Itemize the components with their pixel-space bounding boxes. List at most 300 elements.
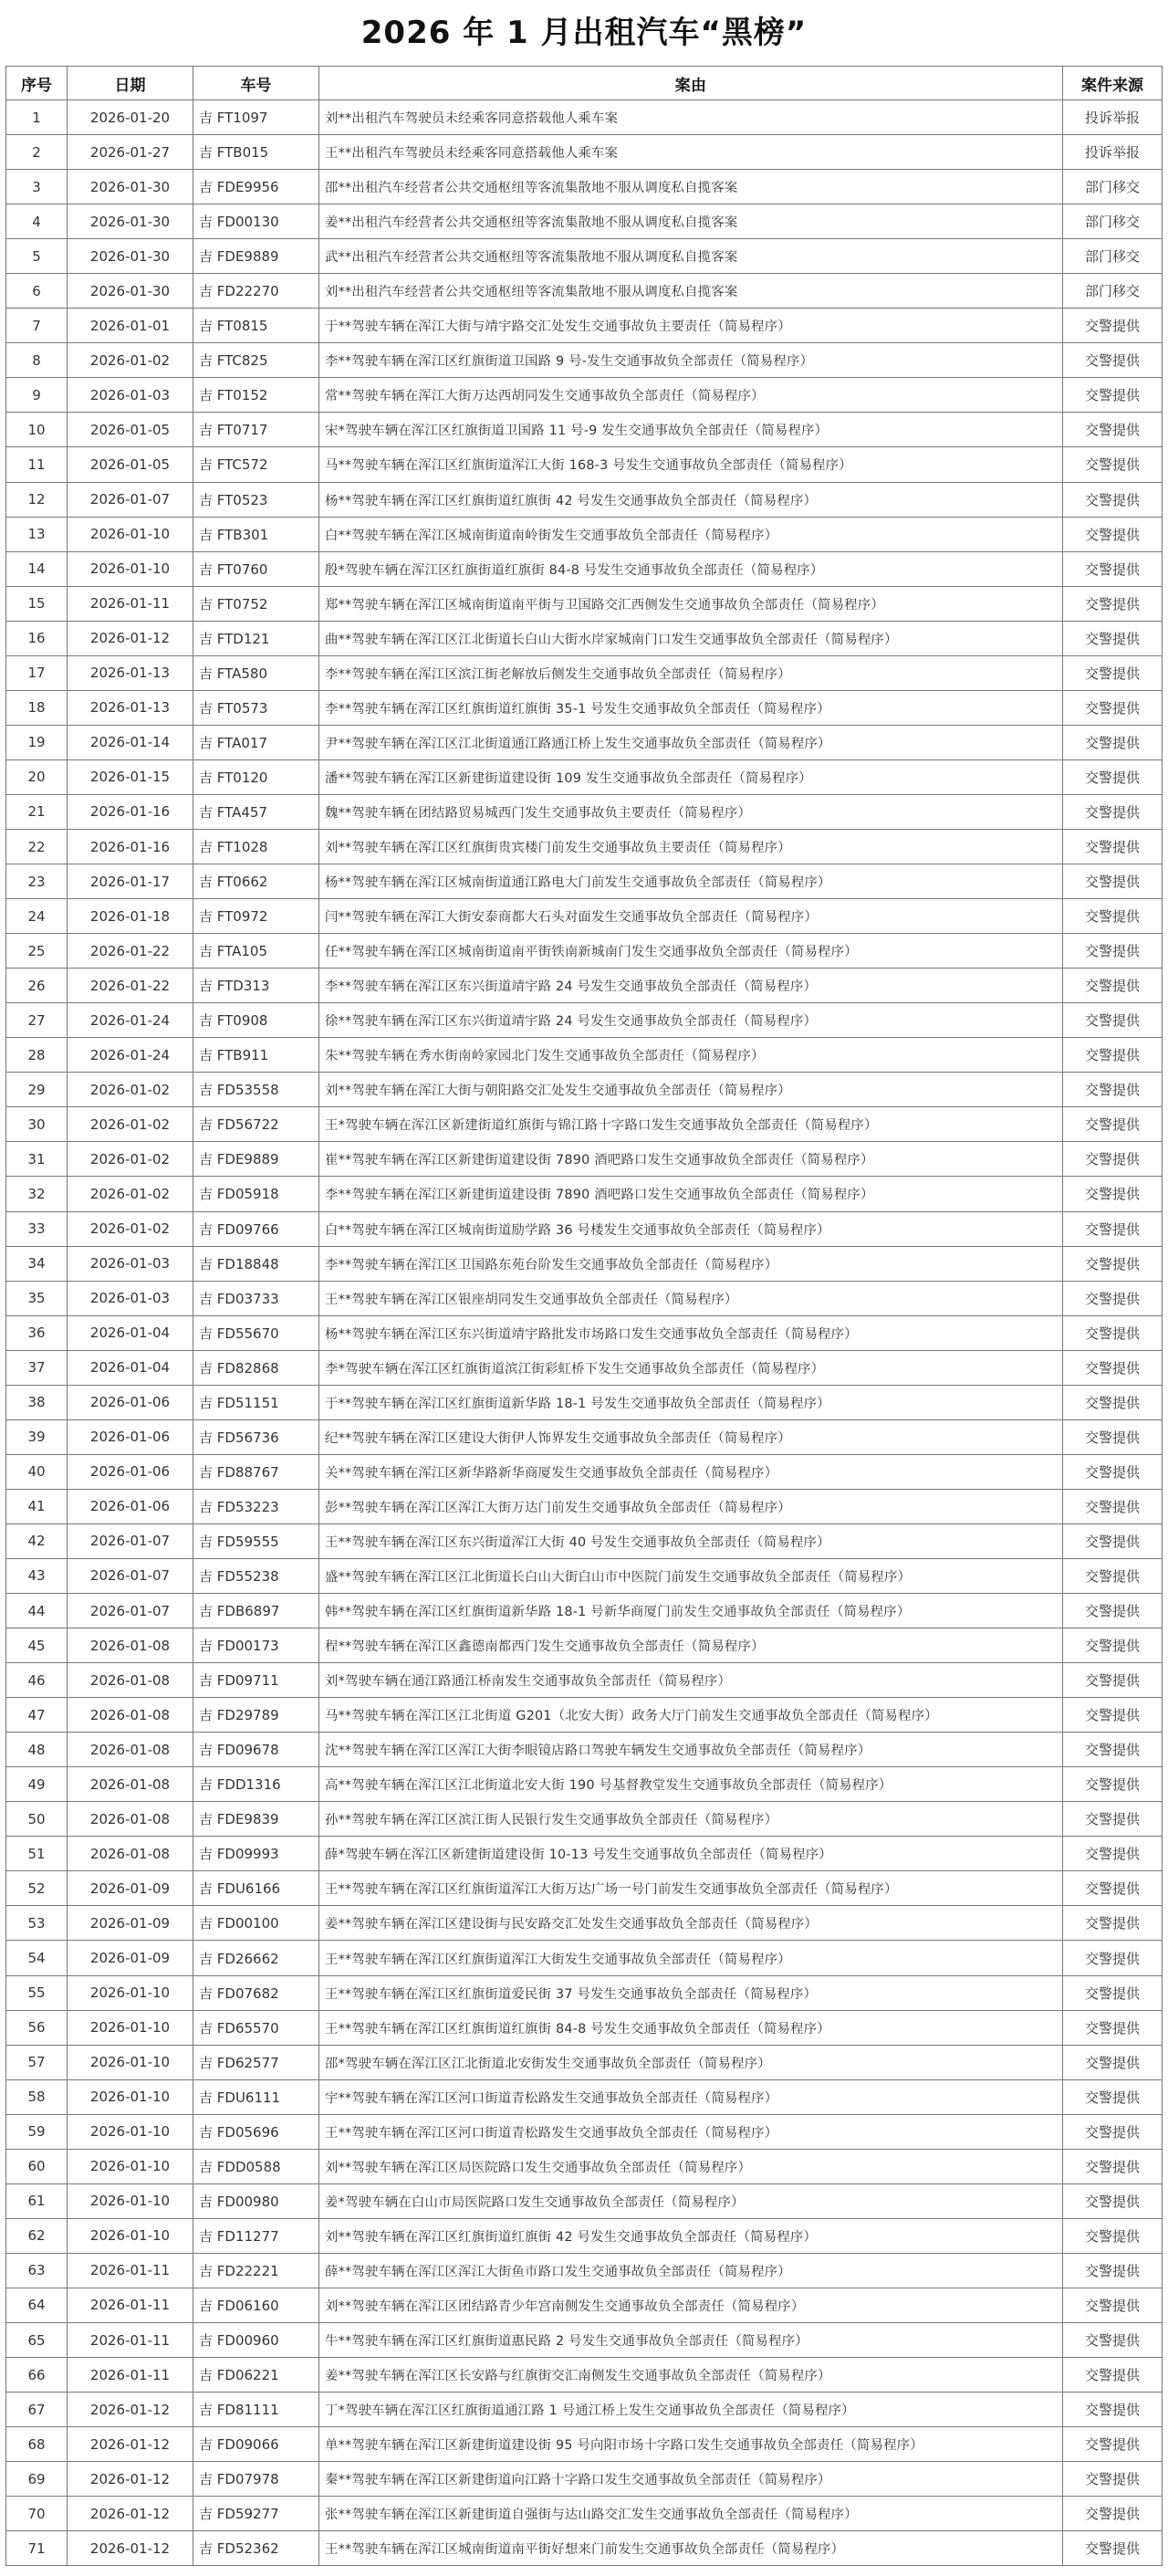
cell-source: 交警提供 bbox=[1063, 1454, 1163, 1489]
cell-plate: 吉 FTB911 bbox=[193, 1038, 319, 1073]
cell-plate: 吉 FD09993 bbox=[193, 1837, 319, 1871]
cell-index: 69 bbox=[6, 2462, 68, 2497]
cell-index: 68 bbox=[6, 2427, 68, 2462]
table-row bbox=[6, 2427, 1163, 2462]
cell-index: 1 bbox=[6, 100, 68, 135]
table-row bbox=[6, 413, 1163, 447]
cell-date: 2026-01-13 bbox=[68, 690, 193, 725]
cell-reason: 白**驾驶车辆在浑江区城南街道南岭街发生交通事故负全部责任（简易程序） bbox=[319, 517, 1063, 551]
cell-plate: 吉 FD11277 bbox=[193, 2218, 319, 2253]
cell-reason: 王**驾驶车辆在浑江区红旗街道浑江大街发生交通事故负全部责任（简易程序） bbox=[319, 1941, 1063, 1975]
table-row bbox=[6, 829, 1163, 864]
cell-plate: 吉 FD62577 bbox=[193, 2045, 319, 2079]
cell-date: 2026-01-06 bbox=[68, 1419, 193, 1454]
cell-source: 部门移交 bbox=[1063, 204, 1163, 239]
cell-source: 交警提供 bbox=[1063, 1211, 1163, 1246]
cell-date: 2026-01-01 bbox=[68, 309, 193, 343]
cell-plate: 吉 FTD313 bbox=[193, 969, 319, 1003]
cell-reason: 姜*驾驶车辆在白山市局医院路口发生交通事故负全部责任（简易程序） bbox=[319, 2183, 1063, 2218]
cell-index: 35 bbox=[6, 1281, 68, 1315]
cell-date: 2026-01-04 bbox=[68, 1315, 193, 1350]
table-row bbox=[6, 1073, 1163, 1107]
cell-source: 交警提供 bbox=[1063, 1906, 1163, 1941]
cell-reason: 魏**驾驶车辆在团结路贸易城西门发生交通事故负主要责任（简易程序） bbox=[319, 794, 1063, 829]
cell-reason: 韩**驾驶车辆在浑江区红旗街道新华路 18-1 号新华商厦门前发生交通事故负全部责任（简易程序） bbox=[319, 1594, 1063, 1628]
cell-reason: 邵*驾驶车辆在浑江区江北街道北安街发生交通事故负全部责任（简易程序） bbox=[319, 2045, 1063, 2079]
cell-date: 2026-01-30 bbox=[68, 274, 193, 309]
cell-plate: 吉 FDE9956 bbox=[193, 170, 319, 204]
table-row bbox=[6, 100, 1163, 135]
table-row bbox=[6, 1871, 1163, 1906]
cell-date: 2026-01-05 bbox=[68, 447, 193, 482]
cell-source: 交警提供 bbox=[1063, 1489, 1163, 1524]
cell-reason: 闫**驾驶车辆在浑江大街安泰商都大石头对面发生交通事故负全部责任（简易程序） bbox=[319, 899, 1063, 934]
cell-index: 43 bbox=[6, 1558, 68, 1593]
table-row bbox=[6, 2114, 1163, 2149]
cell-reason: 武**出租汽车经营者公共交通枢纽等客流集散地不服从调度私自揽客案 bbox=[319, 239, 1063, 274]
cell-reason: 刘**驾驶车辆在浑江大街与朝阳路交汇处发生交通事故负全部责任（简易程序） bbox=[319, 1073, 1063, 1107]
cell-source: 交警提供 bbox=[1063, 1698, 1163, 1733]
cell-date: 2026-01-08 bbox=[68, 1698, 193, 1733]
cell-index: 27 bbox=[6, 1003, 68, 1038]
cell-date: 2026-01-22 bbox=[68, 934, 193, 969]
table-row bbox=[6, 551, 1163, 586]
cell-date: 2026-01-11 bbox=[68, 2323, 193, 2358]
table-row bbox=[6, 690, 1163, 725]
table-row bbox=[6, 1038, 1163, 1073]
table-row bbox=[6, 1698, 1163, 1733]
cell-plate: 吉 FD65570 bbox=[193, 2010, 319, 2045]
cell-index: 57 bbox=[6, 2045, 68, 2079]
cell-index: 26 bbox=[6, 969, 68, 1003]
cell-source: 交警提供 bbox=[1063, 1837, 1163, 1871]
cell-reason: 薛**驾驶车辆在浑江区浑江大街鱼市路口发生交通事故负全部责任（简易程序） bbox=[319, 2253, 1063, 2288]
cell-index: 16 bbox=[6, 621, 68, 655]
cell-source: 交警提供 bbox=[1063, 1073, 1163, 1107]
cell-plate: 吉 FD81111 bbox=[193, 2393, 319, 2427]
cell-source: 部门移交 bbox=[1063, 170, 1163, 204]
table-row bbox=[6, 2218, 1163, 2253]
table-row bbox=[6, 1524, 1163, 1558]
table-row bbox=[6, 170, 1163, 204]
cell-reason: 秦**驾驶车辆在浑江区新建街道向江路十字路口发生交通事故负全部责任（简易程序） bbox=[319, 2462, 1063, 2497]
cell-date: 2026-01-24 bbox=[68, 1003, 193, 1038]
cell-index: 15 bbox=[6, 586, 68, 621]
cell-plate: 吉 FD07682 bbox=[193, 1975, 319, 2010]
table-row bbox=[6, 1767, 1163, 1802]
cell-index: 13 bbox=[6, 517, 68, 551]
cell-reason: 李**驾驶车辆在浑江区新建街道建设街 7890 酒吧路口发生交通事故负全部责任（简易程序） bbox=[319, 1177, 1063, 1211]
table-row bbox=[6, 2045, 1163, 2079]
cell-source: 交警提供 bbox=[1063, 551, 1163, 586]
cell-plate: 吉 FTD121 bbox=[193, 621, 319, 655]
cell-date: 2026-01-02 bbox=[68, 1107, 193, 1142]
cell-index: 25 bbox=[6, 934, 68, 969]
cell-source: 交警提供 bbox=[1063, 378, 1163, 413]
cell-index: 30 bbox=[6, 1107, 68, 1142]
cell-reason: 沈**驾驶车辆在浑江区浑江大街李眼镜店路口驾驶车辆发生交通事故负全部责任（简易程序） bbox=[319, 1733, 1063, 1767]
cell-plate: 吉 FD22221 bbox=[193, 2253, 319, 2288]
cell-reason: 李**驾驶车辆在浑江区红旗街道红旗街 35-1 号发生交通事故负全部责任（简易程序） bbox=[319, 690, 1063, 725]
cell-date: 2026-01-10 bbox=[68, 551, 193, 586]
cell-reason: 纪**驾驶车辆在浑江区建设大街伊人饰界发生交通事故负全部责任（简易程序） bbox=[319, 1419, 1063, 1454]
cell-source: 交警提供 bbox=[1063, 969, 1163, 1003]
cell-source: 交警提供 bbox=[1063, 1558, 1163, 1593]
cell-source: 交警提供 bbox=[1063, 1802, 1163, 1837]
table-row bbox=[6, 1454, 1163, 1489]
cell-plate: 吉 FD00100 bbox=[193, 1906, 319, 1941]
cell-date: 2026-01-12 bbox=[68, 2393, 193, 2427]
cell-index: 23 bbox=[6, 864, 68, 899]
table-row bbox=[6, 934, 1163, 969]
cell-index: 54 bbox=[6, 1941, 68, 1975]
blacklist-table bbox=[5, 66, 1163, 2566]
cell-source: 交警提供 bbox=[1063, 2323, 1163, 2358]
cell-reason: 王**驾驶车辆在浑江区银座胡同发生交通事故负全部责任（简易程序） bbox=[319, 1281, 1063, 1315]
cell-date: 2026-01-15 bbox=[68, 759, 193, 794]
cell-date: 2026-01-04 bbox=[68, 1350, 193, 1385]
cell-date: 2026-01-12 bbox=[68, 2497, 193, 2531]
cell-reason: 刘*驾驶车辆在通江路通江桥南发生交通事故负全部责任（简易程序） bbox=[319, 1663, 1063, 1698]
cell-index: 42 bbox=[6, 1524, 68, 1558]
cell-plate: 吉 FT0662 bbox=[193, 864, 319, 899]
cell-index: 18 bbox=[6, 690, 68, 725]
cell-source: 交警提供 bbox=[1063, 1177, 1163, 1211]
table-row bbox=[6, 899, 1163, 934]
cell-date: 2026-01-16 bbox=[68, 794, 193, 829]
cell-reason: 崔**驾驶车辆在浑江区新建街道建设街 7890 酒吧路口发生交通事故负全部责任（简易程序） bbox=[319, 1142, 1063, 1177]
cell-reason: 刘**出租汽车经营者公共交通枢纽等客流集散地不服从调度私自揽客案 bbox=[319, 274, 1063, 309]
table-row bbox=[6, 655, 1163, 690]
cell-index: 22 bbox=[6, 829, 68, 864]
cell-source: 交警提供 bbox=[1063, 1315, 1163, 1350]
cell-source: 交警提供 bbox=[1063, 2218, 1163, 2253]
cell-index: 9 bbox=[6, 378, 68, 413]
cell-plate: 吉 FD88767 bbox=[193, 1454, 319, 1489]
cell-index: 6 bbox=[6, 274, 68, 309]
cell-plate: 吉 FD00960 bbox=[193, 2323, 319, 2358]
cell-date: 2026-01-07 bbox=[68, 1594, 193, 1628]
cell-date: 2026-01-02 bbox=[68, 1177, 193, 1211]
cell-index: 70 bbox=[6, 2497, 68, 2531]
cell-date: 2026-01-03 bbox=[68, 378, 193, 413]
header-index: 序号 bbox=[6, 67, 68, 100]
cell-plate: 吉 FD26662 bbox=[193, 1941, 319, 1975]
cell-plate: 吉 FTC825 bbox=[193, 343, 319, 378]
cell-index: 56 bbox=[6, 2010, 68, 2045]
cell-date: 2026-01-11 bbox=[68, 2358, 193, 2393]
cell-reason: 李*驾驶车辆在浑江区红旗街道滨江街彩虹桥下发生交通事故负全部责任（简易程序） bbox=[319, 1350, 1063, 1385]
cell-date: 2026-01-10 bbox=[68, 2010, 193, 2045]
cell-plate: 吉 FD05696 bbox=[193, 2114, 319, 2149]
table-row bbox=[6, 343, 1163, 378]
table-row bbox=[6, 1837, 1163, 1871]
cell-source: 交警提供 bbox=[1063, 413, 1163, 447]
cell-plate: 吉 FD52362 bbox=[193, 2531, 319, 2566]
table-row bbox=[6, 1975, 1163, 2010]
cell-index: 37 bbox=[6, 1350, 68, 1385]
cell-source: 交警提供 bbox=[1063, 621, 1163, 655]
cell-source: 交警提供 bbox=[1063, 2462, 1163, 2497]
cell-reason: 殷*驾驶车辆在浑江区红旗街道红旗街 84-8 号发生交通事故负全部责任（简易程序） bbox=[319, 551, 1063, 586]
cell-date: 2026-01-03 bbox=[68, 1246, 193, 1281]
cell-plate: 吉 FTA457 bbox=[193, 794, 319, 829]
table-row bbox=[6, 2323, 1163, 2358]
cell-index: 31 bbox=[6, 1142, 68, 1177]
cell-date: 2026-01-06 bbox=[68, 1489, 193, 1524]
cell-source: 交警提供 bbox=[1063, 343, 1163, 378]
table-row bbox=[6, 621, 1163, 655]
table-row bbox=[6, 2497, 1163, 2531]
cell-date: 2026-01-18 bbox=[68, 899, 193, 934]
cell-plate: 吉 FTB301 bbox=[193, 517, 319, 551]
cell-source: 交警提供 bbox=[1063, 1628, 1163, 1663]
cell-plate: 吉 FDE9839 bbox=[193, 1802, 319, 1837]
table-row bbox=[6, 1107, 1163, 1142]
cell-index: 46 bbox=[6, 1663, 68, 1698]
cell-source: 交警提供 bbox=[1063, 2427, 1163, 2462]
cell-index: 14 bbox=[6, 551, 68, 586]
cell-plate: 吉 FD06160 bbox=[193, 2288, 319, 2322]
cell-reason: 单**驾驶车辆在浑江区新建街道建设街 95 号向阳市场十字路口发生交通事故负全部责任（简易程序） bbox=[319, 2427, 1063, 2462]
cell-source: 交警提供 bbox=[1063, 1419, 1163, 1454]
cell-reason: 常**驾驶车辆在浑江大街万达西胡同发生交通事故负全部责任（简易程序） bbox=[319, 378, 1063, 413]
header-reason: 案由 bbox=[319, 67, 1063, 100]
cell-source: 交警提供 bbox=[1063, 1594, 1163, 1628]
cell-date: 2026-01-10 bbox=[68, 2149, 193, 2183]
table-row bbox=[6, 274, 1163, 309]
cell-plate: 吉 FD51151 bbox=[193, 1385, 319, 1419]
cell-date: 2026-01-24 bbox=[68, 1038, 193, 1073]
header-date: 日期 bbox=[68, 67, 193, 100]
cell-index: 33 bbox=[6, 1211, 68, 1246]
cell-plate: 吉 FT0815 bbox=[193, 309, 319, 343]
cell-index: 62 bbox=[6, 2218, 68, 2253]
cell-source: 交警提供 bbox=[1063, 2358, 1163, 2393]
cell-plate: 吉 FT0152 bbox=[193, 378, 319, 413]
cell-index: 11 bbox=[6, 447, 68, 482]
cell-plate: 吉 FD03733 bbox=[193, 1281, 319, 1315]
cell-index: 71 bbox=[6, 2531, 68, 2566]
cell-index: 63 bbox=[6, 2253, 68, 2288]
cell-plate: 吉 FD18848 bbox=[193, 1246, 319, 1281]
table-row bbox=[6, 1003, 1163, 1038]
cell-date: 2026-01-09 bbox=[68, 1941, 193, 1975]
cell-date: 2026-01-27 bbox=[68, 135, 193, 170]
cell-index: 59 bbox=[6, 2114, 68, 2149]
cell-plate: 吉 FT1097 bbox=[193, 100, 319, 135]
cell-source: 交警提供 bbox=[1063, 1733, 1163, 1767]
cell-plate: 吉 FT0908 bbox=[193, 1003, 319, 1038]
cell-source: 交警提供 bbox=[1063, 1941, 1163, 1975]
cell-index: 39 bbox=[6, 1419, 68, 1454]
table-body bbox=[6, 100, 1163, 2566]
cell-source: 交警提供 bbox=[1063, 899, 1163, 934]
cell-plate: 吉 FT0523 bbox=[193, 482, 319, 517]
table-row bbox=[6, 2183, 1163, 2218]
cell-source: 交警提供 bbox=[1063, 482, 1163, 517]
cell-source: 部门移交 bbox=[1063, 239, 1163, 274]
cell-source: 交警提供 bbox=[1063, 1142, 1163, 1177]
cell-index: 19 bbox=[6, 725, 68, 759]
cell-index: 47 bbox=[6, 1698, 68, 1733]
table-row bbox=[6, 1663, 1163, 1698]
cell-source: 交警提供 bbox=[1063, 864, 1163, 899]
table-row bbox=[6, 1594, 1163, 1628]
cell-plate: 吉 FD09766 bbox=[193, 1211, 319, 1246]
cell-index: 50 bbox=[6, 1802, 68, 1837]
cell-index: 34 bbox=[6, 1246, 68, 1281]
cell-reason: 邵**出租汽车经营者公共交通枢纽等客流集散地不服从调度私自揽客案 bbox=[319, 170, 1063, 204]
cell-reason: 杨**驾驶车辆在浑江区城南街道通江路电大门前发生交通事故负全部责任（简易程序） bbox=[319, 864, 1063, 899]
cell-source: 交警提供 bbox=[1063, 1246, 1163, 1281]
header-row bbox=[6, 67, 1163, 100]
cell-source: 交警提供 bbox=[1063, 2114, 1163, 2149]
cell-index: 3 bbox=[6, 170, 68, 204]
cell-source: 交警提供 bbox=[1063, 794, 1163, 829]
cell-source: 交警提供 bbox=[1063, 1975, 1163, 2010]
cell-date: 2026-01-12 bbox=[68, 621, 193, 655]
cell-plate: 吉 FD59277 bbox=[193, 2497, 319, 2531]
cell-reason: 李**驾驶车辆在浑江区滨江街老解放后侧发生交通事故负全部责任（简易程序） bbox=[319, 655, 1063, 690]
cell-plate: 吉 FD55238 bbox=[193, 1558, 319, 1593]
cell-plate: 吉 FD56736 bbox=[193, 1419, 319, 1454]
table-row bbox=[6, 517, 1163, 551]
table-row bbox=[6, 2010, 1163, 2045]
cell-index: 24 bbox=[6, 899, 68, 934]
table-row bbox=[6, 1281, 1163, 1315]
cell-index: 2 bbox=[6, 135, 68, 170]
cell-reason: 彭**驾驶车辆在浑江区浑江大街万达门前发生交通事故负全部责任（简易程序） bbox=[319, 1489, 1063, 1524]
cell-reason: 王**驾驶车辆在浑江区红旗街道爱民街 37 号发生交通事故负全部责任（简易程序） bbox=[319, 1975, 1063, 2010]
cell-index: 17 bbox=[6, 655, 68, 690]
cell-source: 交警提供 bbox=[1063, 655, 1163, 690]
cell-index: 55 bbox=[6, 1975, 68, 2010]
cell-date: 2026-01-10 bbox=[68, 2114, 193, 2149]
cell-plate: 吉 FDE9889 bbox=[193, 1142, 319, 1177]
cell-index: 67 bbox=[6, 2393, 68, 2427]
cell-plate: 吉 FD29789 bbox=[193, 1698, 319, 1733]
cell-plate: 吉 FD55670 bbox=[193, 1315, 319, 1350]
table-row bbox=[6, 586, 1163, 621]
header-source: 案件来源 bbox=[1063, 67, 1163, 100]
cell-reason: 李**驾驶车辆在浑江区红旗街道卫国路 9 号-发生交通事故负全部责任（简易程序） bbox=[319, 343, 1063, 378]
cell-reason: 王**驾驶车辆在浑江区东兴街道浑江大街 40 号发生交通事故负全部责任（简易程序） bbox=[319, 1524, 1063, 1558]
cell-date: 2026-01-10 bbox=[68, 2045, 193, 2079]
cell-date: 2026-01-08 bbox=[68, 1663, 193, 1698]
cell-source: 交警提供 bbox=[1063, 1350, 1163, 1385]
cell-source: 交警提供 bbox=[1063, 2288, 1163, 2322]
cell-reason: 姜**驾驶车辆在浑江区建设街与民安路交汇处发生交通事故负全部责任（简易程序） bbox=[319, 1906, 1063, 1941]
cell-date: 2026-01-17 bbox=[68, 864, 193, 899]
cell-reason: 曲**驾驶车辆在浑江区江北街道长白山大街水岸家城南门口发生交通事故负全部责任（简易程序） bbox=[319, 621, 1063, 655]
cell-date: 2026-01-12 bbox=[68, 2531, 193, 2566]
cell-date: 2026-01-10 bbox=[68, 2079, 193, 2114]
cell-plate: 吉 FD53223 bbox=[193, 1489, 319, 1524]
cell-source: 交警提供 bbox=[1063, 759, 1163, 794]
table-row bbox=[6, 1558, 1163, 1593]
cell-source: 交警提供 bbox=[1063, 934, 1163, 969]
cell-date: 2026-01-03 bbox=[68, 1281, 193, 1315]
cell-plate: 吉 FT0120 bbox=[193, 759, 319, 794]
cell-reason: 潘**驾驶车辆在浑江区新建街道建设街 109 发生交通事故负全部责任（简易程序） bbox=[319, 759, 1063, 794]
cell-reason: 尹**驾驶车辆在浑江区江北街道通江路通江桥上发生交通事故负全部责任（简易程序） bbox=[319, 725, 1063, 759]
table-header bbox=[6, 67, 1163, 100]
cell-reason: 王**驾驶车辆在浑江区红旗街道浑江大街万达广场一号门前发生交通事故负全部责任（简易程序） bbox=[319, 1871, 1063, 1906]
cell-date: 2026-01-09 bbox=[68, 1871, 193, 1906]
cell-source: 交警提供 bbox=[1063, 1767, 1163, 1802]
cell-plate: 吉 FTA105 bbox=[193, 934, 319, 969]
cell-source: 投诉举报 bbox=[1063, 100, 1163, 135]
cell-date: 2026-01-08 bbox=[68, 1802, 193, 1837]
cell-index: 4 bbox=[6, 204, 68, 239]
cell-date: 2026-01-11 bbox=[68, 2253, 193, 2288]
cell-date: 2026-01-05 bbox=[68, 413, 193, 447]
cell-reason: 程**驾驶车辆在浑江区鑫德南都西门发生交通事故负全部责任（简易程序） bbox=[319, 1628, 1063, 1663]
table-row bbox=[6, 482, 1163, 517]
cell-plate: 吉 FTC572 bbox=[193, 447, 319, 482]
table-row bbox=[6, 2149, 1163, 2183]
cell-reason: 王**驾驶车辆在浑江区城南街道南平街好想来门前发生交通事故负全部责任（简易程序） bbox=[319, 2531, 1063, 2566]
table-row bbox=[6, 1315, 1163, 1350]
table-row bbox=[6, 1211, 1163, 1246]
cell-date: 2026-01-12 bbox=[68, 2427, 193, 2462]
cell-plate: 吉 FD00130 bbox=[193, 204, 319, 239]
cell-date: 2026-01-07 bbox=[68, 482, 193, 517]
cell-source: 交警提供 bbox=[1063, 690, 1163, 725]
cell-index: 64 bbox=[6, 2288, 68, 2322]
cell-date: 2026-01-13 bbox=[68, 655, 193, 690]
cell-index: 29 bbox=[6, 1073, 68, 1107]
cell-source: 交警提供 bbox=[1063, 586, 1163, 621]
cell-date: 2026-01-20 bbox=[68, 100, 193, 135]
cell-reason: 宋*驾驶车辆在浑江区红旗街道卫国路 11 号-9 发生交通事故负全部责任（简易程序） bbox=[319, 413, 1063, 447]
cell-plate: 吉 FTA017 bbox=[193, 725, 319, 759]
cell-index: 21 bbox=[6, 794, 68, 829]
cell-index: 5 bbox=[6, 239, 68, 274]
table-row bbox=[6, 378, 1163, 413]
cell-index: 38 bbox=[6, 1385, 68, 1419]
cell-index: 61 bbox=[6, 2183, 68, 2218]
table-row bbox=[6, 1177, 1163, 1211]
cell-reason: 王**驾驶车辆在浑江区河口街道青松路发生交通事故负全部责任（简易程序） bbox=[319, 2114, 1063, 2149]
cell-index: 12 bbox=[6, 482, 68, 517]
cell-reason: 刘**驾驶车辆在浑江区局医院路口发生交通事故负全部责任（简易程序） bbox=[319, 2149, 1063, 2183]
table-row bbox=[6, 2253, 1163, 2288]
cell-date: 2026-01-08 bbox=[68, 1733, 193, 1767]
cell-index: 7 bbox=[6, 309, 68, 343]
cell-index: 52 bbox=[6, 1871, 68, 1906]
cell-reason: 姜**驾驶车辆在浑江区长安路与红旗街交汇南侧发生交通事故负全部责任（简易程序） bbox=[319, 2358, 1063, 2393]
cell-index: 40 bbox=[6, 1454, 68, 1489]
cell-reason: 杨**驾驶车辆在浑江区东兴街道靖宇路批发市场路口发生交通事故负全部责任（简易程序） bbox=[319, 1315, 1063, 1350]
table-row bbox=[6, 1419, 1163, 1454]
cell-plate: 吉 FT0760 bbox=[193, 551, 319, 586]
table-row bbox=[6, 447, 1163, 482]
cell-plate: 吉 FDD0588 bbox=[193, 2149, 319, 2183]
cell-plate: 吉 FD09711 bbox=[193, 1663, 319, 1698]
cell-source: 交警提供 bbox=[1063, 2253, 1163, 2288]
cell-plate: 吉 FD82868 bbox=[193, 1350, 319, 1385]
cell-source: 交警提供 bbox=[1063, 829, 1163, 864]
table-row bbox=[6, 1246, 1163, 1281]
cell-plate: 吉 FT0752 bbox=[193, 586, 319, 621]
cell-reason: 王**驾驶车辆在浑江区红旗街道红旗街 84-8 号发生交通事故负全部责任（简易程序） bbox=[319, 2010, 1063, 2045]
cell-plate: 吉 FDD1316 bbox=[193, 1767, 319, 1802]
cell-plate: 吉 FT0972 bbox=[193, 899, 319, 934]
table-row bbox=[6, 1733, 1163, 1767]
cell-source: 交警提供 bbox=[1063, 447, 1163, 482]
